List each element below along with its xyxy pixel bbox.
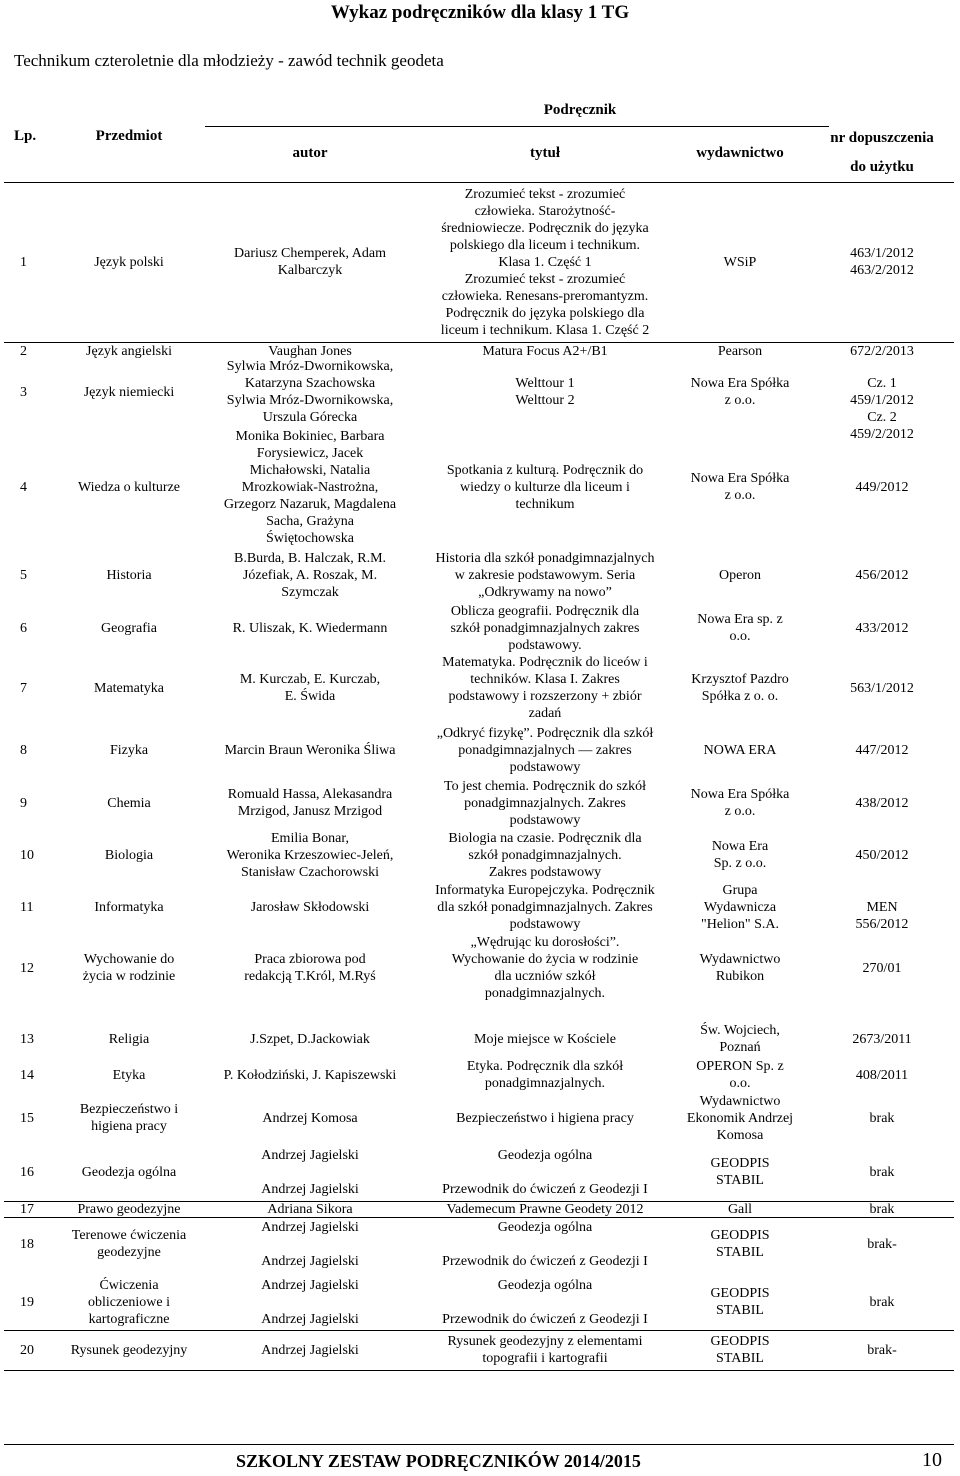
cell-autor: R. Uliszak, K. Wiedermann: [232, 621, 388, 636]
cell-nr: brak: [869, 1165, 895, 1180]
cell-nr: 450/2012: [855, 848, 909, 863]
cell-tytul: Rysunek geodezyjny z elementami topografii i kartografii: [447, 1334, 643, 1366]
footer-label: SZKOLNY ZESTAW PODRĘCZNIKÓW 2014/2015: [236, 1451, 641, 1471]
cell-przedmiot: Geodezja ogólna: [81, 1165, 177, 1180]
cell-autor: Andrzej Jagielski Andrzej Jagielski: [261, 1278, 359, 1327]
cell-przedmiot: Wychowanie do życia w rodzinie: [82, 952, 176, 984]
cell-autor: Andrzej Jagielski: [261, 1343, 359, 1358]
cell-tytul: „Wędrując ku dorosłości”. Wychowanie do życia w rodzinie dla uczniów szkół ponadgimnazjalnych.: [451, 935, 639, 1001]
cell-lp: 1: [20, 255, 27, 270]
cell-wydawnictwo: NOWA ERA: [703, 743, 777, 758]
cell-tytul: Zrozumieć tekst - zrozumieć człowieka. Starożytność- średniowiecze. Podręcznik do języka polskiego dla liceum i technikum. Klasa 1. Część 1 Zrozumieć tekst - zrozumieć człowieka. Renesans-preromantyzm. Podręcznik do języka polskiego dla liceum i technikum. Klasa 1. Część 2: [440, 187, 650, 338]
cell-lp: 14: [20, 1068, 34, 1083]
cell-autor: M. Kurczab, E. Kurczab, E. Świda: [239, 672, 381, 704]
cell-autor: P. Kołodziński, J. Kapiszewski: [223, 1068, 397, 1083]
cell-przedmiot: Rysunek geodezyjny: [70, 1343, 188, 1358]
cell-lp: 20: [20, 1343, 34, 1358]
cell-lp: 2: [20, 344, 27, 359]
cell-nr: 270/01: [862, 961, 902, 976]
cell-nr: brak-: [867, 1237, 897, 1252]
cell-tytul: Oblicza geografii. Podręcznik dla szkół ponadgimnazjalnych zakres podstawowy.: [450, 604, 640, 653]
cell-przedmiot: Ćwiczenia obliczeniowe i kartograficzne: [87, 1278, 171, 1327]
cell-przedmiot: Religia: [108, 1032, 150, 1047]
cell-wydawnictwo: Wydawnictwo Ekonomik Andrzej Komosa: [686, 1094, 794, 1143]
cell-wydawnictwo: Operon: [719, 568, 761, 583]
page-title: Wykaz podręczników dla klasy 1 TG: [330, 2, 630, 23]
cell-wydawnictwo: Św. Wojciech, Poznań: [700, 1023, 780, 1055]
cell-wydawnictwo: Gall: [727, 1202, 753, 1217]
cell-autor: Emilia Bonar, Weronika Krzeszowiec-Jeleń, Stanisław Czachorowski: [226, 831, 394, 880]
cell-autor: Romuald Hassa, Alekasandra Mrzigod, Janusz Mrzigod: [227, 787, 393, 819]
cell-nr: 408/2011: [855, 1068, 909, 1083]
cell-autor: Sylwia Mróz-Dwornikowska, Katarzyna Szachowska Sylwia Mróz-Dwornikowska, Urszula Górecka: [226, 359, 394, 425]
cell-lp: 6: [20, 621, 27, 636]
cell-tytul: Welttour 1 Welttour 2: [515, 376, 575, 408]
cell-przedmiot: Historia: [106, 568, 152, 583]
cell-autor: Andrzej Komosa: [262, 1111, 358, 1126]
header-autor: autor: [292, 145, 328, 161]
cell-wydawnictwo: Nowa Era Spółka z o.o.: [690, 376, 790, 408]
cell-lp: 5: [20, 568, 27, 583]
cell-wydawnictwo: Nowa Era Spółka z o.o.: [690, 471, 790, 503]
cell-wydawnictwo: Nowa Era Spółka z o.o.: [690, 787, 790, 819]
cell-wydawnictwo: Krzysztof Pazdro Spółka z o. o.: [691, 672, 789, 704]
cell-wydawnictwo: GEODPIS STABIL: [710, 1228, 770, 1260]
cell-tytul: Vademecum Prawne Geodety 2012: [446, 1202, 644, 1217]
cell-lp: 3: [20, 385, 27, 400]
cell-nr: MEN 556/2012: [855, 900, 909, 932]
cell-tytul: Moje miejsce w Kościele: [474, 1032, 616, 1047]
cell-tytul: Matura Focus A2+/B1: [482, 344, 608, 359]
cell-wydawnictwo: GEODPIS STABIL: [710, 1156, 770, 1188]
header-divider-bottom: [4, 182, 954, 183]
cell-nr: 563/1/2012: [850, 681, 914, 696]
cell-nr: brak: [869, 1295, 895, 1310]
cell-lp: 10: [20, 848, 34, 863]
cell-przedmiot: Informatyka: [94, 900, 164, 915]
cell-lp: 7: [20, 681, 27, 696]
cell-autor: Marcin Braun Weronika Śliwa: [224, 743, 396, 758]
cell-tytul: Geodezja ogólna Przewodnik do ćwiczeń z Geodezji I: [442, 1148, 648, 1197]
header-wydawnictwo: wydawnictwo: [696, 145, 784, 161]
cell-autor: Andrzej Jagielski Andrzej Jagielski: [261, 1220, 359, 1269]
cell-autor: Monika Bokiniec, Barbara Forysiewicz, Jacek Michałowski, Natalia Mrozkowiak-Nastrożna, Grzegorz Nazaruk, Magdalena Sacha, Grażyna Świętochowska: [223, 429, 397, 546]
cell-lp: 19: [20, 1295, 34, 1310]
cell-autor: Andrzej Jagielski Andrzej Jagielski: [261, 1148, 359, 1197]
cell-przedmiot: Chemia: [107, 796, 151, 811]
row-divider: [4, 1370, 954, 1371]
cell-wydawnictwo: Nowa Era Sp. z o.o.: [711, 839, 769, 871]
cell-tytul: „Odkryć fizykę”. Podręcznik dla szkół ponadgimnazjalnych — zakres podstawowy: [436, 726, 654, 775]
cell-nr: 447/2012: [855, 743, 909, 758]
cell-wydawnictwo: WSiP: [723, 255, 757, 270]
header-divider-podrecznik: [205, 126, 829, 127]
cell-lp: 11: [20, 900, 34, 915]
cell-wydawnictwo: Pearson: [717, 344, 763, 359]
cell-tytul: Geodezja ogólna Przewodnik do ćwiczeń z Geodezji I: [442, 1278, 648, 1327]
cell-wydawnictwo: Nowa Era sp. z o.o.: [697, 612, 783, 644]
cell-przedmiot: Fizyka: [109, 743, 149, 758]
cell-tytul: Etyka. Podręcznik dla szkół ponadgimnazjalnych.: [466, 1059, 624, 1091]
cell-lp: 18: [20, 1237, 34, 1252]
cell-tytul: Bezpieczeństwo i higiena pracy: [456, 1111, 634, 1126]
footer-divider: [4, 1444, 954, 1445]
cell-tytul: Informatyka Europejczyka. Podręcznik dla szkół ponadgimnazjalnych. Zakres podstawowy: [435, 883, 655, 932]
cell-lp: 13: [20, 1032, 34, 1047]
header-tytul: tytuł: [530, 145, 560, 161]
cell-nr: Cz. 1 459/1/2012 Cz. 2 459/2/2012: [850, 376, 914, 442]
page-subtitle: Technikum czteroletnie dla młodzieży - zawód technik geodeta: [14, 51, 444, 70]
cell-przedmiot: Prawo geodezyjne: [77, 1202, 181, 1217]
cell-autor: Praca zbiorowa pod redakcją T.Król, M.Ryś: [244, 952, 376, 984]
cell-przedmiot: Bezpieczeństwo i higiena pracy: [79, 1102, 179, 1134]
cell-przedmiot: Geografia: [101, 621, 157, 636]
cell-autor: B.Burda, B. Halczak, R.M. Józefiak, A. Roszak, M. Szymczak: [233, 551, 387, 600]
cell-nr: 463/1/2012 463/2/2012: [850, 246, 914, 278]
cell-lp: 16: [20, 1165, 34, 1180]
cell-tytul: Historia dla szkół ponadgimnazjalnych w zakresie podstawowym. Seria „Odkrywamy na nowo”: [435, 551, 655, 600]
cell-tytul: Biologia na czasie. Podręcznik dla szkół ponadgimnazjalnych. Zakres podstawowy: [448, 831, 642, 880]
cell-nr: 449/2012: [855, 480, 909, 495]
cell-przedmiot: Biologia: [104, 848, 154, 863]
cell-tytul: Matematyka. Podręcznik do liceów i techników. Klasa I. Zakres podstawowy i rozszerzony + zbiór zadań: [442, 655, 648, 721]
cell-lp: 12: [20, 961, 34, 976]
cell-wydawnictwo: GEODPIS STABIL: [710, 1286, 770, 1318]
cell-tytul: To jest chemia. Podręcznik do szkół ponadgimnazjalnych. Zakres podstawowy: [444, 779, 646, 828]
cell-lp: 15: [20, 1111, 34, 1126]
cell-nr: 433/2012: [855, 621, 909, 636]
cell-autor: J.Szpet, D.Jackowiak: [250, 1032, 370, 1047]
header-podrecznik: Podręcznik: [543, 102, 617, 118]
cell-lp: 4: [20, 480, 27, 495]
header-nr-line1: nr dopuszczenia: [830, 130, 934, 146]
cell-nr: brak: [869, 1202, 895, 1217]
cell-przedmiot: Wiedza o kulturze: [77, 480, 181, 495]
cell-wydawnictwo: GEODPIS STABIL: [710, 1334, 770, 1366]
cell-przedmiot: Etyka: [112, 1068, 146, 1083]
cell-tytul: Spotkania z kulturą. Podręcznik do wiedzy o kulturze dla liceum i technikum: [446, 463, 644, 512]
cell-przedmiot: Język niemiecki: [83, 385, 175, 400]
cell-autor: Dariusz Chemperek, Adam Kalbarczyk: [233, 246, 387, 278]
cell-przedmiot: Język angielski: [86, 344, 172, 359]
cell-wydawnictwo: Wydawnictwo Rubikon: [699, 952, 781, 984]
header-przedmiot: Przedmiot: [95, 128, 163, 144]
cell-lp: 9: [20, 796, 27, 811]
cell-wydawnictwo: Grupa Wydawnicza "Helion" S.A.: [701, 883, 779, 932]
cell-przedmiot: Matematyka: [94, 681, 164, 696]
cell-nr: 438/2012: [855, 796, 909, 811]
cell-nr: brak: [869, 1111, 895, 1126]
cell-przedmiot: Terenowe ćwiczenia geodezyjne: [71, 1228, 187, 1260]
cell-lp: 8: [20, 743, 27, 758]
row-divider: [4, 1330, 954, 1331]
header-lp: Lp.: [14, 128, 37, 144]
cell-nr: 456/2012: [855, 568, 909, 583]
cell-nr: brak-: [867, 1343, 897, 1358]
cell-autor: Adriana Sikora: [267, 1202, 353, 1217]
cell-przedmiot: Język polski: [94, 255, 164, 270]
header-nr-line2: do użytku: [850, 159, 914, 175]
cell-autor: Vaughan Jones: [268, 344, 352, 359]
footer-page-number: 10: [922, 1449, 942, 1471]
cell-nr: 2673/2011: [852, 1032, 912, 1047]
cell-wydawnictwo: OPERON Sp. z o.o.: [696, 1059, 784, 1091]
cell-lp: 17: [20, 1202, 34, 1217]
cell-tytul: Geodezja ogólna Przewodnik do ćwiczeń z Geodezji I: [442, 1220, 648, 1269]
cell-nr: 672/2/2013: [850, 344, 914, 359]
cell-autor: Jarosław Skłodowski: [250, 900, 370, 915]
